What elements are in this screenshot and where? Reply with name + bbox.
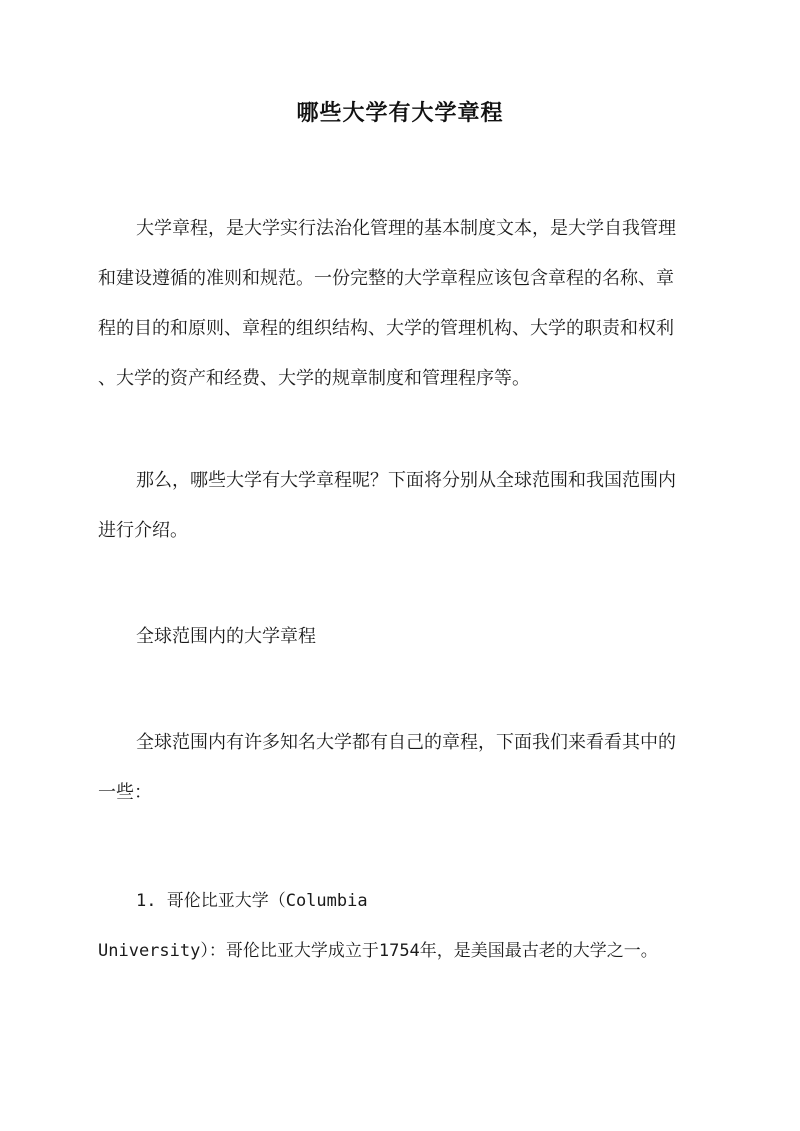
- section-intro-paragraph: [98, 718, 702, 818]
- question-line: 那么，哪些大学有大学章程呢？下面将分别从全球范围和我国范围内: [136, 470, 676, 491]
- section-intro-line: 一些：: [98, 782, 152, 803]
- intro-line: 程的目的和原则、章程的组织结构、大学的管理机构、大学的职责和权利: [98, 318, 674, 339]
- question-paragraph: [98, 456, 702, 556]
- list-item-line: 1. 哥伦比亚大学（Columbia: [136, 891, 368, 911]
- question-line: 进行介绍。: [98, 520, 188, 541]
- intro-line: 和建设遵循的准则和规范。一份完整的大学章程应该包含章程的名称、章: [98, 268, 674, 289]
- section-intro-line: 全球范围内有许多知名大学都有自己的章程，下面我们来看看其中的: [136, 732, 676, 753]
- list-item-columbia: [98, 876, 702, 976]
- section-heading: 全球范围内的大学章程: [136, 626, 316, 647]
- intro-paragraph: [98, 204, 702, 404]
- list-item-line: University）：哥伦比亚大学成立于1754年，是美国最古老的大学之一。: [98, 941, 658, 961]
- document-title: 哪些大学有大学章程: [296, 100, 504, 126]
- intro-line: 、大学的资产和经费、大学的规章制度和管理程序等。: [98, 368, 530, 389]
- intro-line: 大学章程，是大学实行法治化管理的基本制度文本，是大学自我管理: [136, 218, 676, 239]
- section-heading-paragraph: [98, 612, 702, 662]
